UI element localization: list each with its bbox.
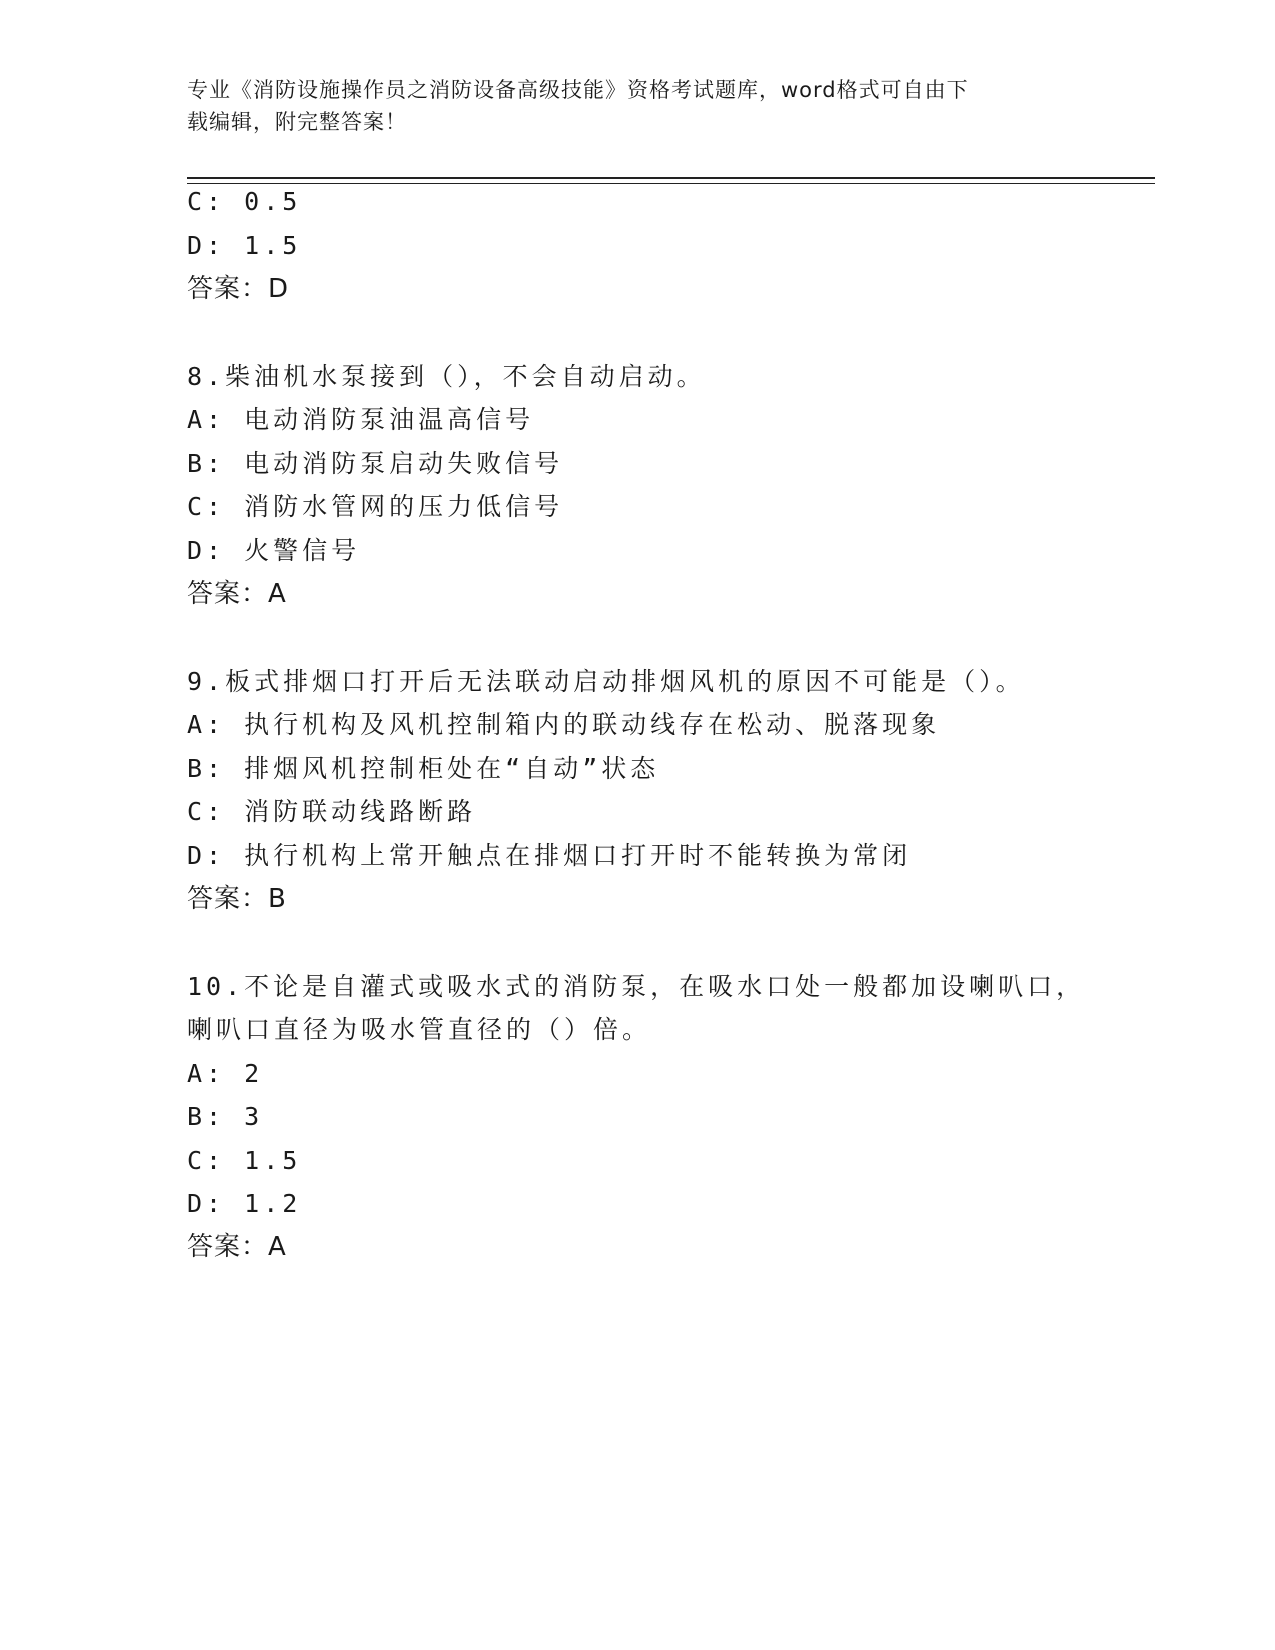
q10-option-a: A: 2 [187, 1059, 264, 1088]
q9-answer: 答案：B [187, 884, 287, 914]
header-divider-thick [187, 177, 1155, 179]
q10-option-b: B: 3 [187, 1102, 264, 1131]
q9-option-d: D: 执行机构上常开触点在排烟口打开时不能转换为常闭 [187, 841, 912, 870]
q8-answer: 答案：A [187, 579, 287, 609]
q10-stem-line-1: 10.不论是自灌式或吸水式的消防泵，在吸水口处一般都加设喇叭口， [187, 972, 1086, 1001]
q9-option-b: B: 排烟风机控制柜处在“自动”状态 [187, 754, 660, 783]
q9-stem: 9.板式排烟口打开后无法联动启动排烟风机的原因不可能是（）。 [187, 667, 1025, 696]
document-header [187, 74, 1067, 138]
q10-option-c: C: 1.5 [187, 1146, 302, 1175]
q10-answer: 答案：A [187, 1232, 287, 1262]
header-divider-thin [187, 183, 1155, 184]
q8-option-a: A: 电动消防泵油温高信号 [187, 405, 535, 434]
header-line-2: 载编辑，附完整答案！ [187, 110, 407, 134]
q8-option-b: B: 电动消防泵启动失败信号 [187, 449, 564, 478]
prev-answer: 答案：D [187, 274, 290, 304]
q9-option-c: C: 消防联动线路断路 [187, 797, 477, 826]
header-line-1: 专业《消防设施操作员之消防设备高级技能》资格考试题库，word格式可自由下 [187, 78, 969, 102]
q10-stem-line-2: 喇叭口直径为吸水管直径的（）倍。 [187, 1015, 652, 1044]
q8-stem: 8.柴油机水泵接到（），不会自动启动。 [187, 362, 706, 391]
prev-option-d: D: 1.5 [187, 231, 302, 260]
q8-option-d: D: 火警信号 [187, 536, 361, 565]
q10-option-d: D: 1.2 [187, 1189, 302, 1218]
q9-option-a: A: 执行机构及风机控制箱内的联动线存在松动、脱落现象 [187, 710, 941, 739]
q8-option-c: C: 消防水管网的压力低信号 [187, 492, 564, 521]
prev-option-c: C: 0.5 [187, 187, 302, 216]
